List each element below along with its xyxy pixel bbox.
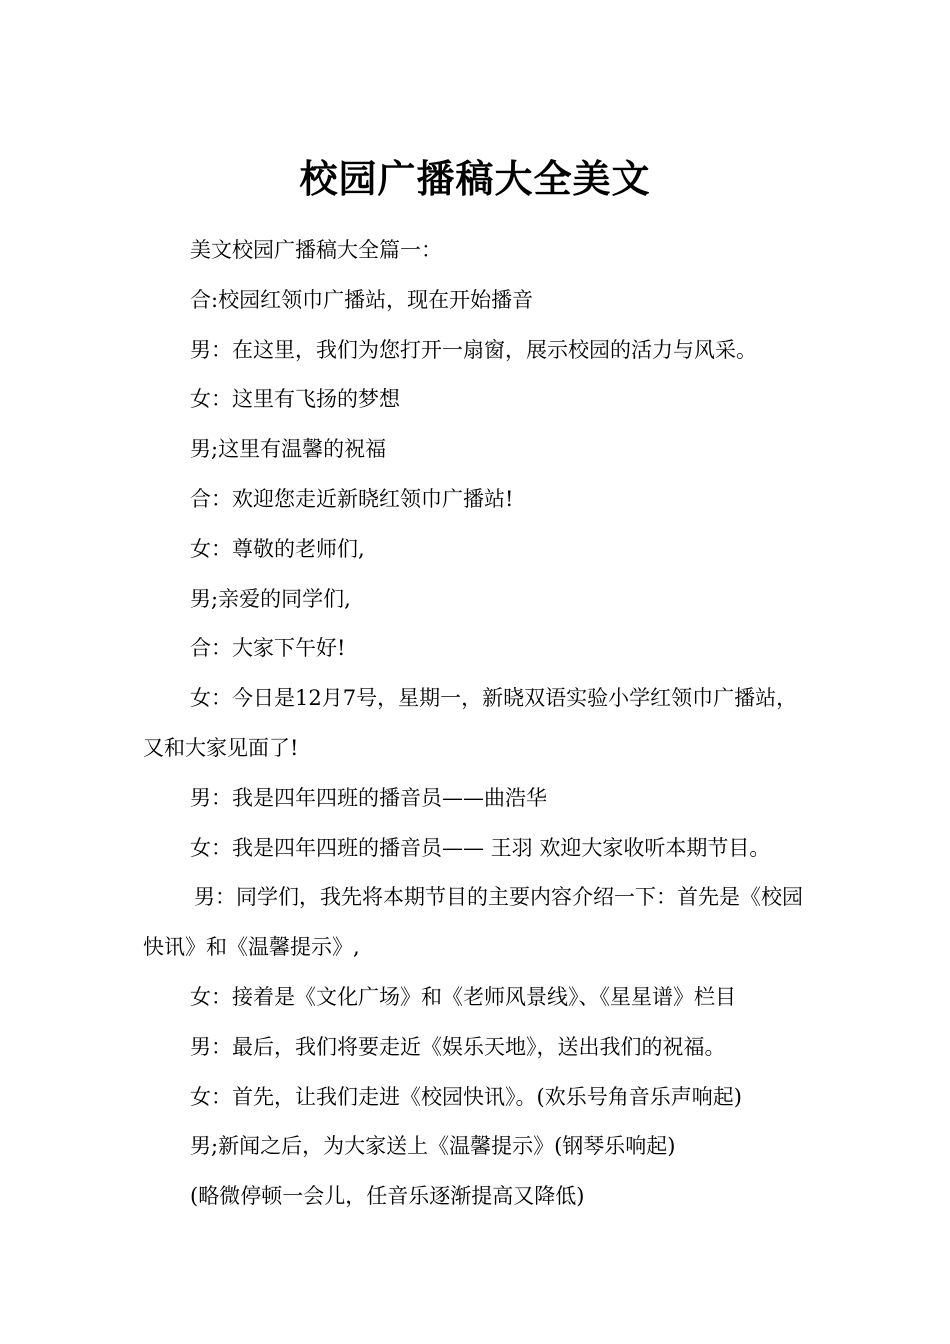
paragraph: 美文校园广播稿大全篇一： — [190, 238, 442, 262]
document-body — [143, 226, 808, 1222]
paragraph: 女：这里有飞扬的梦想 — [190, 387, 400, 412]
paragraph: 女：尊敬的老师们, — [190, 536, 365, 561]
paragraph: 男;这里有温馨的祝福 — [190, 437, 387, 462]
paragraph: (略微停顿一会儿，任音乐逐渐提高又降低) — [190, 1184, 585, 1209]
paragraph: 男：同学们，我先将本期节目的主要内容介绍一下：首先是《校园快讯》和《温馨提示》, — [143, 885, 803, 960]
page-title: 校园广播稿大全美文 — [299, 157, 651, 202]
paragraph: 男：我是四年四班的播音员——曲浩华 — [190, 785, 547, 810]
paragraph: 合：大家下午好! — [190, 636, 346, 661]
paragraph: 女：首先，让我们走进《校园快讯》。(欢乐号角音乐声响起) — [190, 1084, 742, 1109]
paragraph: 女：接着是《文化广场》和《老师风景线》、《星星谱》栏目 — [190, 984, 736, 1009]
paragraph: 合:校园红领巾广播站，现在开始播音 — [190, 287, 534, 312]
paragraph: 男;新闻之后，为大家送上《温馨提示》(钢琴乐响起) — [190, 1134, 676, 1159]
paragraph: 女：我是四年四班的播音员—— 王羽 欢迎大家收听本期节目。 — [190, 835, 771, 860]
paragraph: 男：在这里，我们为您打开一扇窗，展示校园的活力与风采。 — [190, 337, 757, 362]
paragraph: 合：欢迎您走近新晓红领巾广播站! — [190, 486, 514, 511]
paragraph: 男;亲爱的同学们, — [190, 586, 351, 611]
paragraph: 男：最后，我们将要走近《娱乐天地》，送出我们的祝福。 — [190, 1034, 726, 1059]
paragraph: 女：今日是12月7号，星期一，新晓双语实验小学红领巾广播站，又和大家见面了! — [143, 686, 798, 760]
